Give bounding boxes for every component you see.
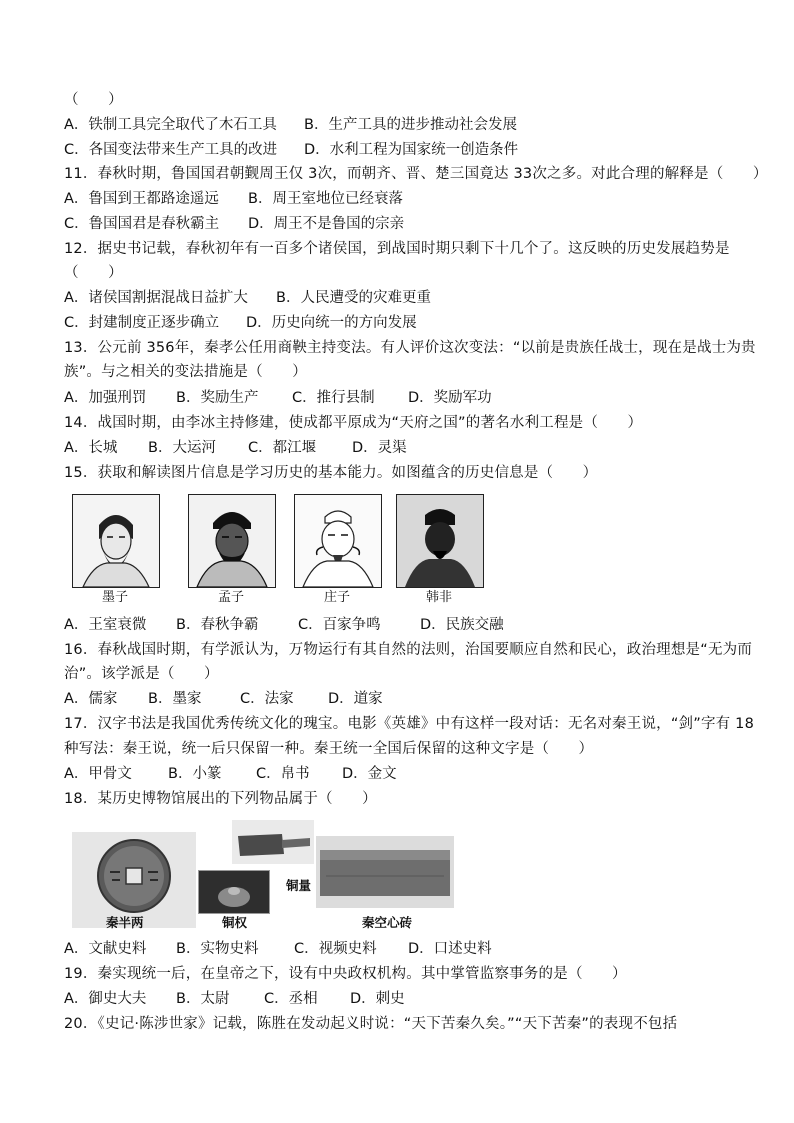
q13-option-a[interactable]: A．加强刑罚 [64,390,147,406]
q19-option-c[interactable]: C．丞相 [264,991,318,1007]
q16-option-b[interactable]: B．墨家 [148,691,202,707]
q14-option-d[interactable]: D．灵渠 [352,440,407,456]
q16-options [64,689,383,709]
q16-option-c[interactable]: C．法家 [240,691,294,707]
mozi-portrait-image [73,495,159,587]
q19-stem: 19．秦实现统一后，在皇帝之下，设有中央政权机构。其中掌管监察事务的是（ ） [64,966,627,982]
q12-option-a[interactable]: A．诸侯国割据混战日益扩大 [64,290,248,306]
q18-option-d[interactable]: D．口述史料 [408,941,492,957]
q12-option-c[interactable]: C．封建制度正逐步确立 [64,315,220,331]
q18-option-c[interactable]: C．视频史料 [294,941,377,957]
q10-option-a[interactable]: A．铁制工具完全取代了木石工具 [64,117,277,133]
q12-options-row2 [64,313,417,333]
artifact-caption-brick: 秦空心砖 [362,915,413,930]
bronze-measure-image [232,820,314,864]
q18-artifact-figure [72,818,462,930]
q12-option-d[interactable]: D．历史向统一的方向发展 [246,315,417,331]
q17-option-a[interactable]: A．甲骨文 [64,766,132,782]
q16-stem-line2: 治”。该学派是（ ） [64,666,219,682]
zhuangzi-portrait-image [295,495,381,587]
q10-bracket: （ ） [64,92,123,108]
q11-stem: 11．春秋时期，鲁国国君朝觐周王仅 3次，而朝齐、晋、楚三国竟达 33次之多。对此合理的解释是（ ） [64,166,768,182]
portrait-mengzi [188,494,276,588]
q14-options [64,438,407,458]
q11-options-row2 [64,214,404,234]
q14-option-c[interactable]: C．都江堰 [248,440,317,456]
q14-option-b[interactable]: B．大运河 [148,440,216,456]
q10-option-c[interactable]: C．各国变法带来生产工具的改进 [64,142,278,158]
q11-option-c[interactable]: C．鲁国国君是春秋霸主 [64,216,220,232]
hollow-brick-image [316,836,454,908]
mengzi-portrait-image [189,495,275,587]
q13-option-c[interactable]: C．推行县制 [292,390,375,406]
q15-option-c[interactable]: C．百家争鸣 [298,617,381,633]
q10-options-row1 [64,115,517,135]
q18-option-a[interactable]: A．文献史料 [64,941,147,957]
q19-option-b[interactable]: B．太尉 [176,991,230,1007]
q15-portrait-figure [72,490,492,608]
artifact-hollow-brick [316,836,454,908]
q14-option-a[interactable]: A．长城 [64,440,118,456]
q15-option-a[interactable]: A．王室衰微 [64,617,147,633]
q12-stem-line1: 12．据史书记载，春秋初年有一百多个诸侯国，到战国时期只剩下十几个了。这反映的历史发展趋势是 [64,241,730,257]
q15-options [64,615,504,635]
portrait-caption-hanfei: 韩非 [425,590,452,605]
q15-option-b[interactable]: B．春秋争霸 [176,617,259,633]
portrait-caption-mengzi: 孟子 [217,590,244,605]
q19-options [64,989,405,1009]
artifact-caption-weight: 铜权 [222,915,248,930]
q15-option-d[interactable]: D．民族交融 [420,617,504,633]
q11-option-d[interactable]: D．周王不是鲁国的宗亲 [248,216,405,232]
q17-option-b[interactable]: B．小篆 [168,766,222,782]
q12-options-row1 [64,288,431,308]
q10-option-d[interactable]: D．水利工程为国家统一创造条件 [304,142,519,158]
artifact-caption-banliang: 秦半两 [106,915,144,930]
q13-options [64,388,492,408]
portrait-caption-mozi: 墨子 [101,590,128,605]
q20-stem: 20．《史记·陈涉世家》记载，陈胜在发动起义时说：“天下苦秦久矣。”“天下苦秦”的表现不包括 [64,1016,678,1032]
artifact-caption-measure: 铜量 [286,878,312,893]
q17-options [64,764,397,784]
hanfei-portrait-image [397,495,483,587]
q13-stem-line1: 13．公元前 356年，秦孝公任用商鞅主持变法。有人评价这次变法：“以前是贵族任战士，现在是战士为贵 [64,340,756,356]
q17-option-c[interactable]: C．帛书 [256,766,310,782]
q17-stem-line1: 17．汉字书法是我国优秀传统文化的瑰宝。电影《英雄》中有这样一段对话：无名对秦王说，“剑”字有 18 [64,716,755,732]
portrait-hanfei [396,494,484,588]
artifact-bronze-measure [232,820,314,864]
q16-option-d[interactable]: D．道家 [328,691,383,707]
q12-option-b[interactable]: B．人民遭受的灾难更重 [276,290,431,306]
q19-option-a[interactable]: A．御史大夫 [64,991,147,1007]
q10-option-b[interactable]: B．生产工具的进步推动社会发展 [304,117,517,133]
q11-option-b[interactable]: B．周王室地位已经衰落 [248,191,403,207]
q18-options [64,939,492,959]
q19-option-d[interactable]: D．刺史 [350,991,405,1007]
q16-option-a[interactable]: A．儒家 [64,691,118,707]
q13-option-b[interactable]: B．奖励生产 [176,390,259,406]
q12-stem-line2: （ ） [64,265,123,281]
q14-stem: 14．战国时期，由李冰主持修建，使成都平原成为“天府之国”的著名水利工程是（ ） [64,415,643,431]
q18-stem: 18．某历史博物馆展出的下列物品属于（ ） [64,791,377,807]
q15-stem: 15．获取和解读图片信息是学习历史的基本能力。如图蕴含的历史信息是（ ） [64,465,598,481]
q16-stem-line1: 16．春秋战国时期，有学派认为，万物运行有其自然的法则，治国要顺应自然和民心，政治理想是“无为而 [64,642,753,658]
q11-options-row1 [64,189,403,209]
q11-option-a[interactable]: A．鲁国到王都路途遥远 [64,191,219,207]
q17-stem-line2: 种写法：秦王说，统一后只保留一种。秦王统一全国后保留的这种文字是（ ） [64,741,594,757]
portrait-mozi [72,494,160,588]
q18-option-b[interactable]: B．实物史料 [176,941,259,957]
portrait-caption-zhuangzi: 庄子 [323,590,350,605]
bronze-weight-image [199,871,269,913]
artifact-bronze-weight [198,870,270,914]
q13-option-d[interactable]: D．奖励军功 [408,390,492,406]
portrait-zhuangzi [294,494,382,588]
q17-option-d[interactable]: D．金文 [342,766,397,782]
q13-stem-line2: 族”。与之相关的变法措施是（ ） [64,364,307,380]
q10-options-row2 [64,140,518,160]
